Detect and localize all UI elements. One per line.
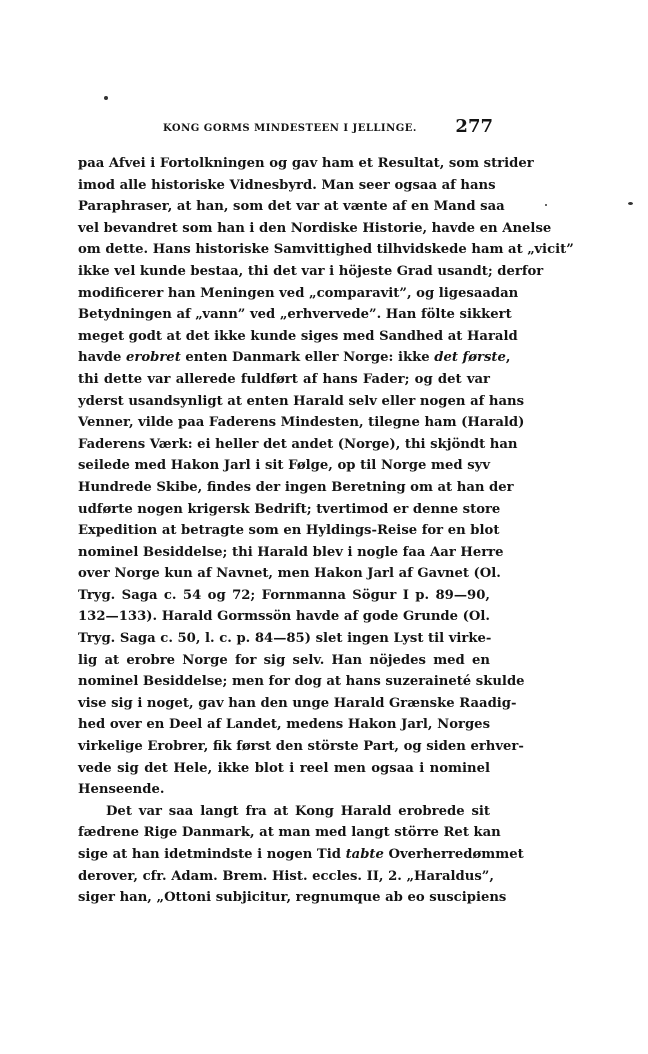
ink-speck [545, 204, 547, 206]
text-line: over Norge kun af Navnet, men Hakon Jarl af Gavnet (Ol. [78, 566, 501, 582]
text-line: imod alle historiske Vidnesbyrd. Man seer ogsaa af hans [78, 177, 496, 193]
text-line: Venner, vilde paa Faderens Mindesten, tilegne ham (Harald) [78, 415, 525, 431]
text-line: modificerer han Meningen ved „comparavit”, og ligesaadan [78, 285, 519, 301]
text-line: Paraphraser, at han, som det var at vænte af en Mand saa [78, 199, 505, 215]
ink-speck [628, 202, 633, 205]
text-line: Faderens Værk: ei heller det andet (Norge), thi skjöndt han [78, 436, 518, 452]
text-line: fædrene Rige Danmark, at man med langt större Ret kan [78, 825, 501, 841]
text-line: paa Afvei i Fortolkningen og gav ham et Resultat, som strider [78, 156, 534, 171]
text-line: lig at erobre Norge for sig selv. Han nöjedes med en [78, 652, 490, 668]
text-line: Hundrede Skibe, findes der ingen Beretning om at han der [78, 479, 514, 495]
page-number: 277 [455, 116, 493, 137]
text-line: nominel Besiddelse; men for dog at hans suzeraineté skulde [78, 674, 525, 690]
text-line: Betydningen af „vann” ved „erhvervede”. Han fölte sikkert [78, 307, 512, 323]
text-line: siger han, „Ottoni subjicitur, regnumque ab eo suscipiens [78, 890, 507, 906]
text-line: meget godt at det ikke kunde siges med Sandhed at Harald [78, 328, 518, 344]
text-line: Henseende. [78, 782, 165, 798]
text-line: vise sig i noget, gav han den unge Harald Grænske Raadig- [78, 695, 517, 711]
ink-speck [104, 96, 108, 100]
text-line: Tryg. Saga c. 50, l. c. p. 84—85) slet ingen Lyst til virke- [78, 631, 492, 647]
text-line: derover, cfr. Adam. Brem. Hist. eccles. II, 2. „Haraldus”, [78, 868, 494, 884]
text-line: ikke vel kunde bestaa, thi det var i höjeste Grad usandt; derfor [78, 263, 544, 279]
text-line: nominel Besiddelse; thi Harald blev i nogle faa Aar Herre [78, 544, 504, 560]
paragraph-first-line: Det var saa langt fra at Kong Harald erobrede sit [106, 803, 490, 819]
text-line: thi dette var allerede fuldført af hans Fader; og det var [78, 371, 490, 387]
text-line: seilede med Hakon Jarl i sit Følge, op til Norge med syv [78, 458, 490, 474]
running-title: KONG GORMS MINDESTEEN I JELLINGE. [163, 123, 417, 134]
text-line: havde erobret enten Danmark eller Norge: ikke det første, [78, 350, 511, 366]
body-text [78, 153, 574, 909]
text-line: 132—133). Harald Gormssön havde af gode Grunde (Ol. [78, 609, 490, 625]
text-line: Expedition at betragte som en Hyldings-Reise for en blot [78, 523, 500, 539]
text-line: udførte nogen krigersk Bedrift; tvertimod er denne store [78, 501, 501, 517]
text-line: hed over en Deel af Landet, medens Hakon Jarl, Norges [78, 717, 490, 733]
page-header [163, 116, 493, 140]
text-line: om dette. Hans historiske Samvittighed tilhvidskede ham at „vicit” [78, 242, 574, 258]
text-line: sige at han idetmindste i nogen Tid tabte Overherredømmet [78, 847, 524, 862]
text-line: Tryg. Saga c. 54 og 72; Fornmanna Sögur I p. 89—90, [78, 587, 490, 603]
text-line: vede sig det Hele, ikke blot i reel men ogsaa i nominel [78, 760, 490, 776]
text-line: vel bevandret som han i den Nordiske Historie, havde en Anelse [78, 220, 552, 236]
text-line: virkelige Erobrer, fik først den störste Part, og siden erhver- [78, 739, 524, 755]
text-line: yderst usandsynligt at enten Harald selv eller nogen af hans [78, 393, 525, 409]
